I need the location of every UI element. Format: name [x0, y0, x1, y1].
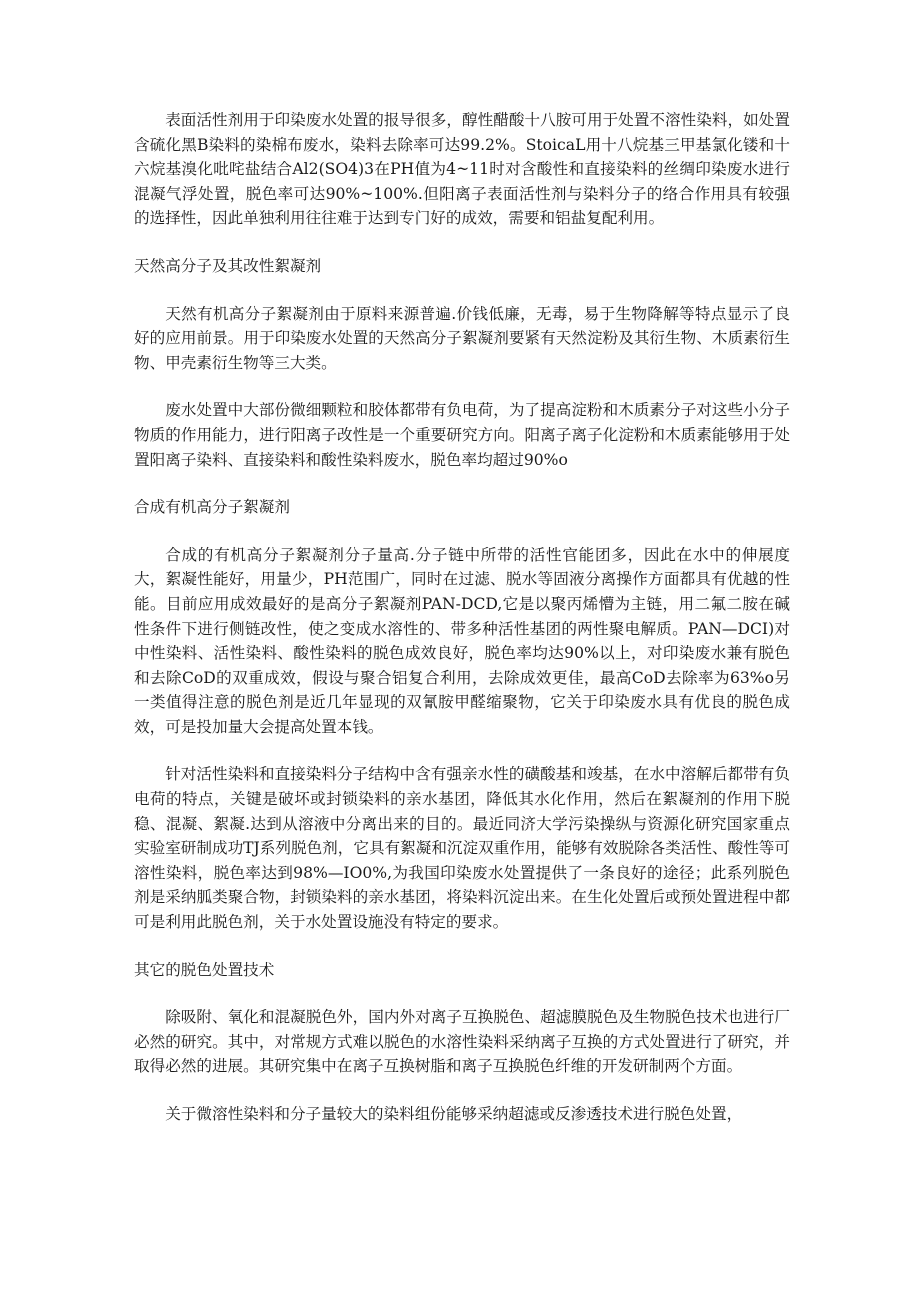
paragraph-ion-exchange: 除吸附、氧化和混凝脱色外，国内外对离子互换脱色、超滤膜脱色及生物脱色技术也进行厂必然的研究。其中，对常规方式难以脱色的水溶性染料采纳离子互换的方式处置进行了研究，并取得必然的进展。其研究集中在离子互换树脂和离子互换脱色纤维的开发研制两个方面。	[134, 1008, 790, 1076]
section-heading-synthetic-polymer: 合成有机高分子絮凝剂	[134, 498, 290, 517]
paragraph-ultrafiltration: 关于微溶性染料和分子量较大的染料组份能够采纳超滤或反渗透技术进行脱色处置，	[165, 1105, 743, 1123]
paragraph-natural-polymer-intro: 天然有机高分子絮凝剂由于原料来源普遍.价钱低廉，无毒，易于生物降解等特点显示了良好的应用前景。用于印染废水处置的天然高分子絮凝剂要紧有天然淀粉及其衍生物、木质素衍生物、甲壳素衍生物等三大类。	[134, 304, 790, 372]
document-body	[134, 108, 790, 1127]
paragraph-cationic-modification: 废水处置中大部份微细颗粒和胶体都带有负电荷，为了提高淀粉和木质素分子对这些小分子物质的作用能力，进行阳离子改性是一个重要研究方向。阳离子离子化淀粉和木质素能够用于处置阳离子染料、直接染料和酸性染料废水，脱色率均超过90%o	[134, 401, 790, 469]
section-heading-other-techniques: 其它的脱色处置技术	[134, 960, 275, 979]
paragraph-pan-dcd: 合成的有机高分子絮凝剂分子量高.分子链中所带的活性官能团多，因此在水中的伸展度大，絮凝性能好，用量少，PH范围广，同时在过滤、脱水等固液分离操作方面都具有优越的性能。目前应用成效最好的是高分子絮凝剂PAN-DCD,它是以聚丙烯懵为主链，用二氟二胺在碱性条件下进行侧链改性，使之变成水溶性的、带多种活性基团的两性聚电解质。PAN—DCI)对中性染料、活性染料、酸性染料的脱色成效良好，脱色率均达90%以上，对印染废水兼有脱色和去除CoD的双重成效，假设与聚合铝复合利用，去除成效更佳，最高CoD去除率为63%o另一类值得注意的脱色剂是近几年显现的双氰胺甲醛缩聚物，它关于印染废水具有优良的脱色成效，可是投加量大会提高处置本钱。	[134, 545, 790, 736]
section-heading-natural-polymer: 天然高分子及其改性絮凝剂	[134, 256, 322, 275]
paragraph-surfactants: 表面活性剂用于印染废水处置的报导很多，醇性醋酸十八胺可用于处置不溶性染料，如处置含硫化黑B染料的染棉布废水，染料去除率可达99.2%。StoicaL用十八烷基三甲基氯化镂和十六烷基溴化吡咤盐结合Al2(SO4)3在PH值为4~11时对含酸性和直接染料的丝绸印染废水进行混凝气浮处置，脱色率可达90%~100%.但阳离子表面活性剂与染料分子的络合作用具有较强的选择性，因此单独利用往往难于达到专门好的成效，需要和铝盐复配利用。	[134, 111, 790, 228]
paragraph-tj-decolorant: 针对活性染料和直接染料分子结构中含有强亲水性的磺酸基和竣基，在水中溶解后都带有负电荷的特点，关键是破坏或封锁染料的亲水基团，降低其水化作用，然后在絮凝剂的作用下脱稳、混凝、絮凝.达到从溶液中分离出来的目的。最近同济大学污染操纵与资源化研究国家重点实验室研制成功TJ系列脱色剂，它具有絮凝和沉淀双重作用，能够有效脱除各类活性、酸性等可溶性染料，脱色率达到98%—IO0%,为我国印染废水处置提供了一条良好的途径；此系列脱色剂是采纳胍类聚合物，封锁染料的亲水基团，将染料沉淀出来。在生化处置后或预处置进程中都可是利用此脱色剂，关于水处置设施没有特定的要求。	[134, 765, 790, 932]
